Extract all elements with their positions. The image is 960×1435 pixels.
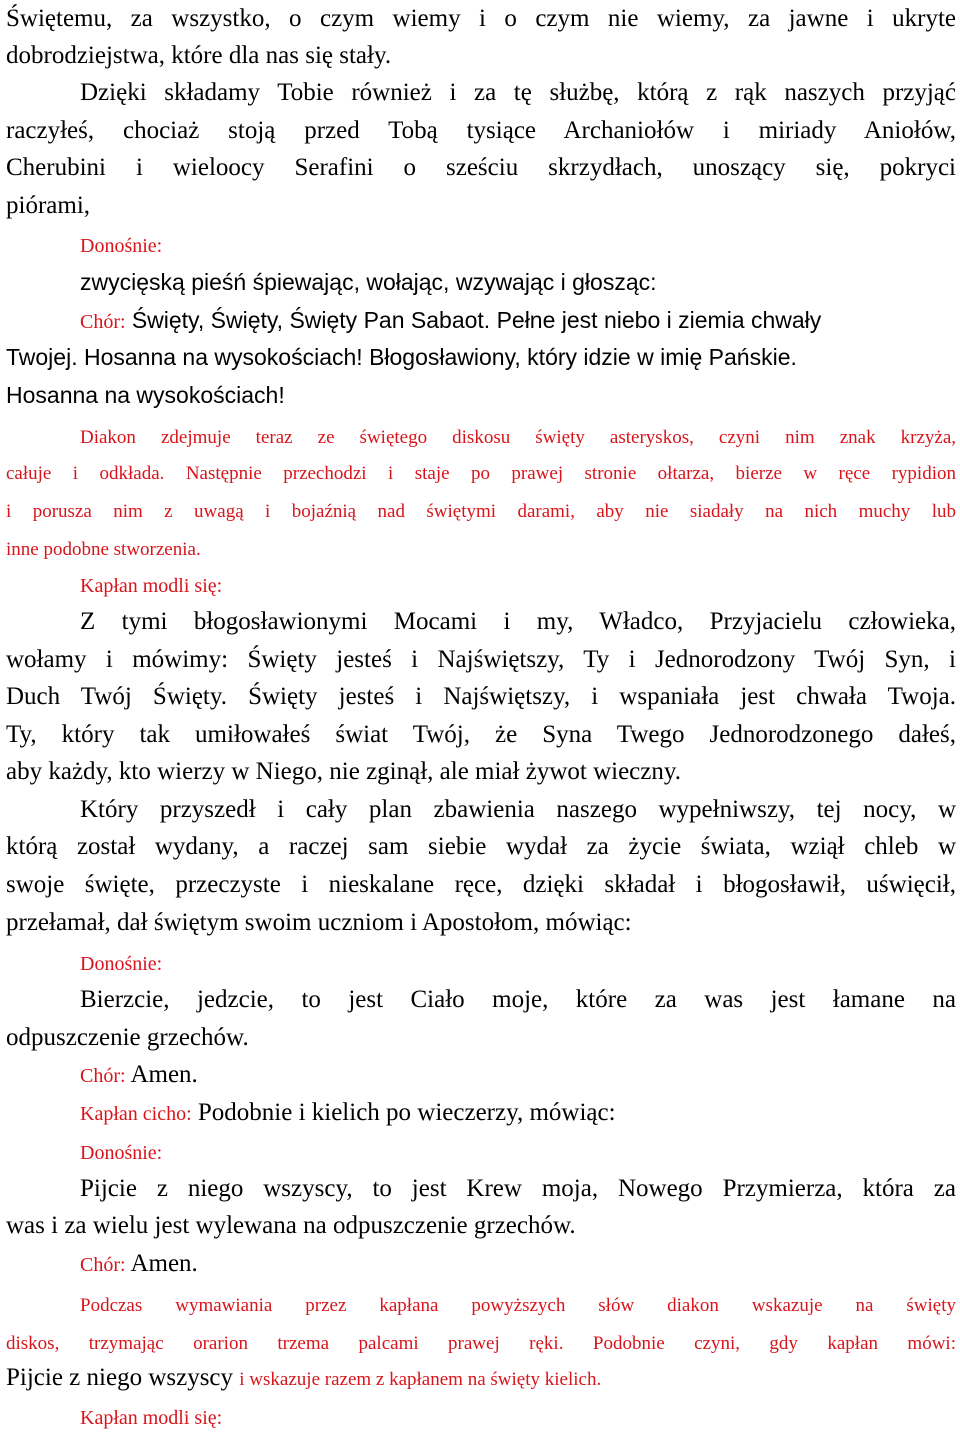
rubric-line [80,1098,956,1129]
rubric-label [80,1137,956,1168]
rubric-line [80,1289,956,1321]
choir-line [80,305,956,337]
rubric-line [6,533,956,565]
rubric-label [80,570,956,601]
text-segment: Podobnie i kielich po wieczerzy, mówiąc: [197,1099,616,1126]
paragraph-start: Pijcie z niego wszyscy, to jest Krew moja, Nowego Przymierza, która za [80,1175,956,1202]
sung-text: zwycięską pieśń śpiewając, wołając, wzywając i głosząc: [80,269,657,295]
rubric-line [6,1327,956,1359]
choir-text: Amen. [130,1250,198,1277]
rubric-kaplan: Kapłan modli się: [80,575,223,597]
choir-line [80,1060,956,1091]
rubric-text: Diakon zdejmuje teraz ze świętego diskosu święty asteryskos, czyni nim znak krzyża, [80,427,956,448]
rubric-chor: Chór: [80,1065,126,1087]
text-line: piórami, [6,192,91,219]
choir-text: Amen. [130,1061,198,1088]
rubric-donosnie: Donośnie: [80,1142,163,1164]
text-line: aby każdy, kto wierzy w Niego, nie zginął, ale miał żywot wieczny. [6,758,681,785]
paragraph-start: Dzięki składamy Tobie również i za tę służbę, którą z rąk naszych przyjąć [80,79,956,106]
rubric-chor: Chór: [80,1254,126,1276]
rubric-label [80,1402,956,1433]
text-line: raczyłeś, chociaż stoją przed Tobą tysiące Archaniołów i miriady Aniołów, [6,117,956,144]
text-line: odpuszczenie grzechów. [6,1024,249,1051]
rubric-line [6,421,956,453]
text-line: którą został wydany, a raczej sam siebie wydał za życie świata, wziął chleb w [6,833,956,860]
rubric-text: całuje i odkłada. Następnie przechodzi i staje po prawej stronie ołtarza, bierze w ręce rypidion [6,463,956,484]
rubric-text: diskos, trzymając orarion trzema palcami prawej ręki. Podobnie czyni, gdy kapłan mówi: [6,1333,956,1354]
rubric-kaplan: Kapłan modli się: [80,1407,223,1429]
rubric-line [6,457,956,489]
rubric-text: Podczas wymawiania przez kapłana powyższych słów diakon wskazuje na święty [80,1295,956,1316]
text-line: Ty, który tak umiłowałeś świat Twój, że Syna Twego Jednorodzonego dałeś, [6,721,956,748]
rubric-label [80,948,956,979]
paragraph-start: Bierzcie, jedzcie, to jest Ciało moje, które za was jest łamane na [80,986,956,1013]
mixed-line [6,1363,956,1395]
text-line [80,267,956,298]
choir-line [80,1249,956,1280]
rubric-text: inne podobne stworzenia. [6,539,201,560]
rubric-donosnie: Donośnie: [80,235,163,257]
text-line: wołamy i mówimy: Święty jesteś i Najświętszy, Ty i Jednorodzony Twój Syn, i [6,646,956,673]
rubric-kaplan-cicho: Kapłan cicho: [80,1103,192,1125]
text-line: was i za wielu jest wylewana na odpuszczenie grzechów. [6,1212,576,1239]
text-line: dobrodziejstwa, które dla nas się stały. [6,42,392,69]
paragraph-start: Z tymi błogosławionymi Mocami i my, Władco, Przyjacielu człowieka, [80,608,956,635]
paragraph-start: Który przyszedł i cały plan zbawienia naszego wypełniwszy, tej nocy, w [80,796,956,823]
rubric-label [80,231,956,261]
choir-text: Święty, Święty, Święty Pan Sabaot. Pełne jest niebo i ziemia chwały [131,307,822,333]
text-segment: Pijcie z niego wszyscy [6,1364,234,1391]
text-line [6,342,956,373]
rubric-line [6,495,956,527]
rubric-text: i porusza nim z uwagą i bojaźnią nad świętymi darami, aby nie siadały na nich muchy lub [6,501,956,522]
text-line: Duch Twój Święty. Święty jesteś i Najświętszy, i wspaniała jest chwała Twoja. [6,683,956,710]
text-line: przełamał, dał świętym swoim uczniom i Apostołom, mówiąc: [6,909,632,936]
text-line: Cherubini i wieloocy Serafini o sześciu skrzydłach, unoszący się, pokryci [6,154,956,181]
choir-text: Twojej. Hosanna na wysokościach! Błogosławiony, który idzie w imię Pańskie. [6,344,797,370]
choir-text: Hosanna na wysokościach! [6,382,285,408]
rubric-donosnie: Donośnie: [80,953,163,975]
text-line [6,380,956,411]
text-line: Świętemu, za wszystko, o czym wiemy i o czym nie wiemy, za jawne i ukryte [6,5,956,32]
rubric-text: i wskazuje razem z kapłanem na święty kielich. [239,1369,602,1390]
text-line: swoje święte, przeczyste i nieskalane ręce, dzięki składał i błogosławił, uświęcił, [6,871,956,898]
rubric-chor: Chór: [80,311,126,333]
